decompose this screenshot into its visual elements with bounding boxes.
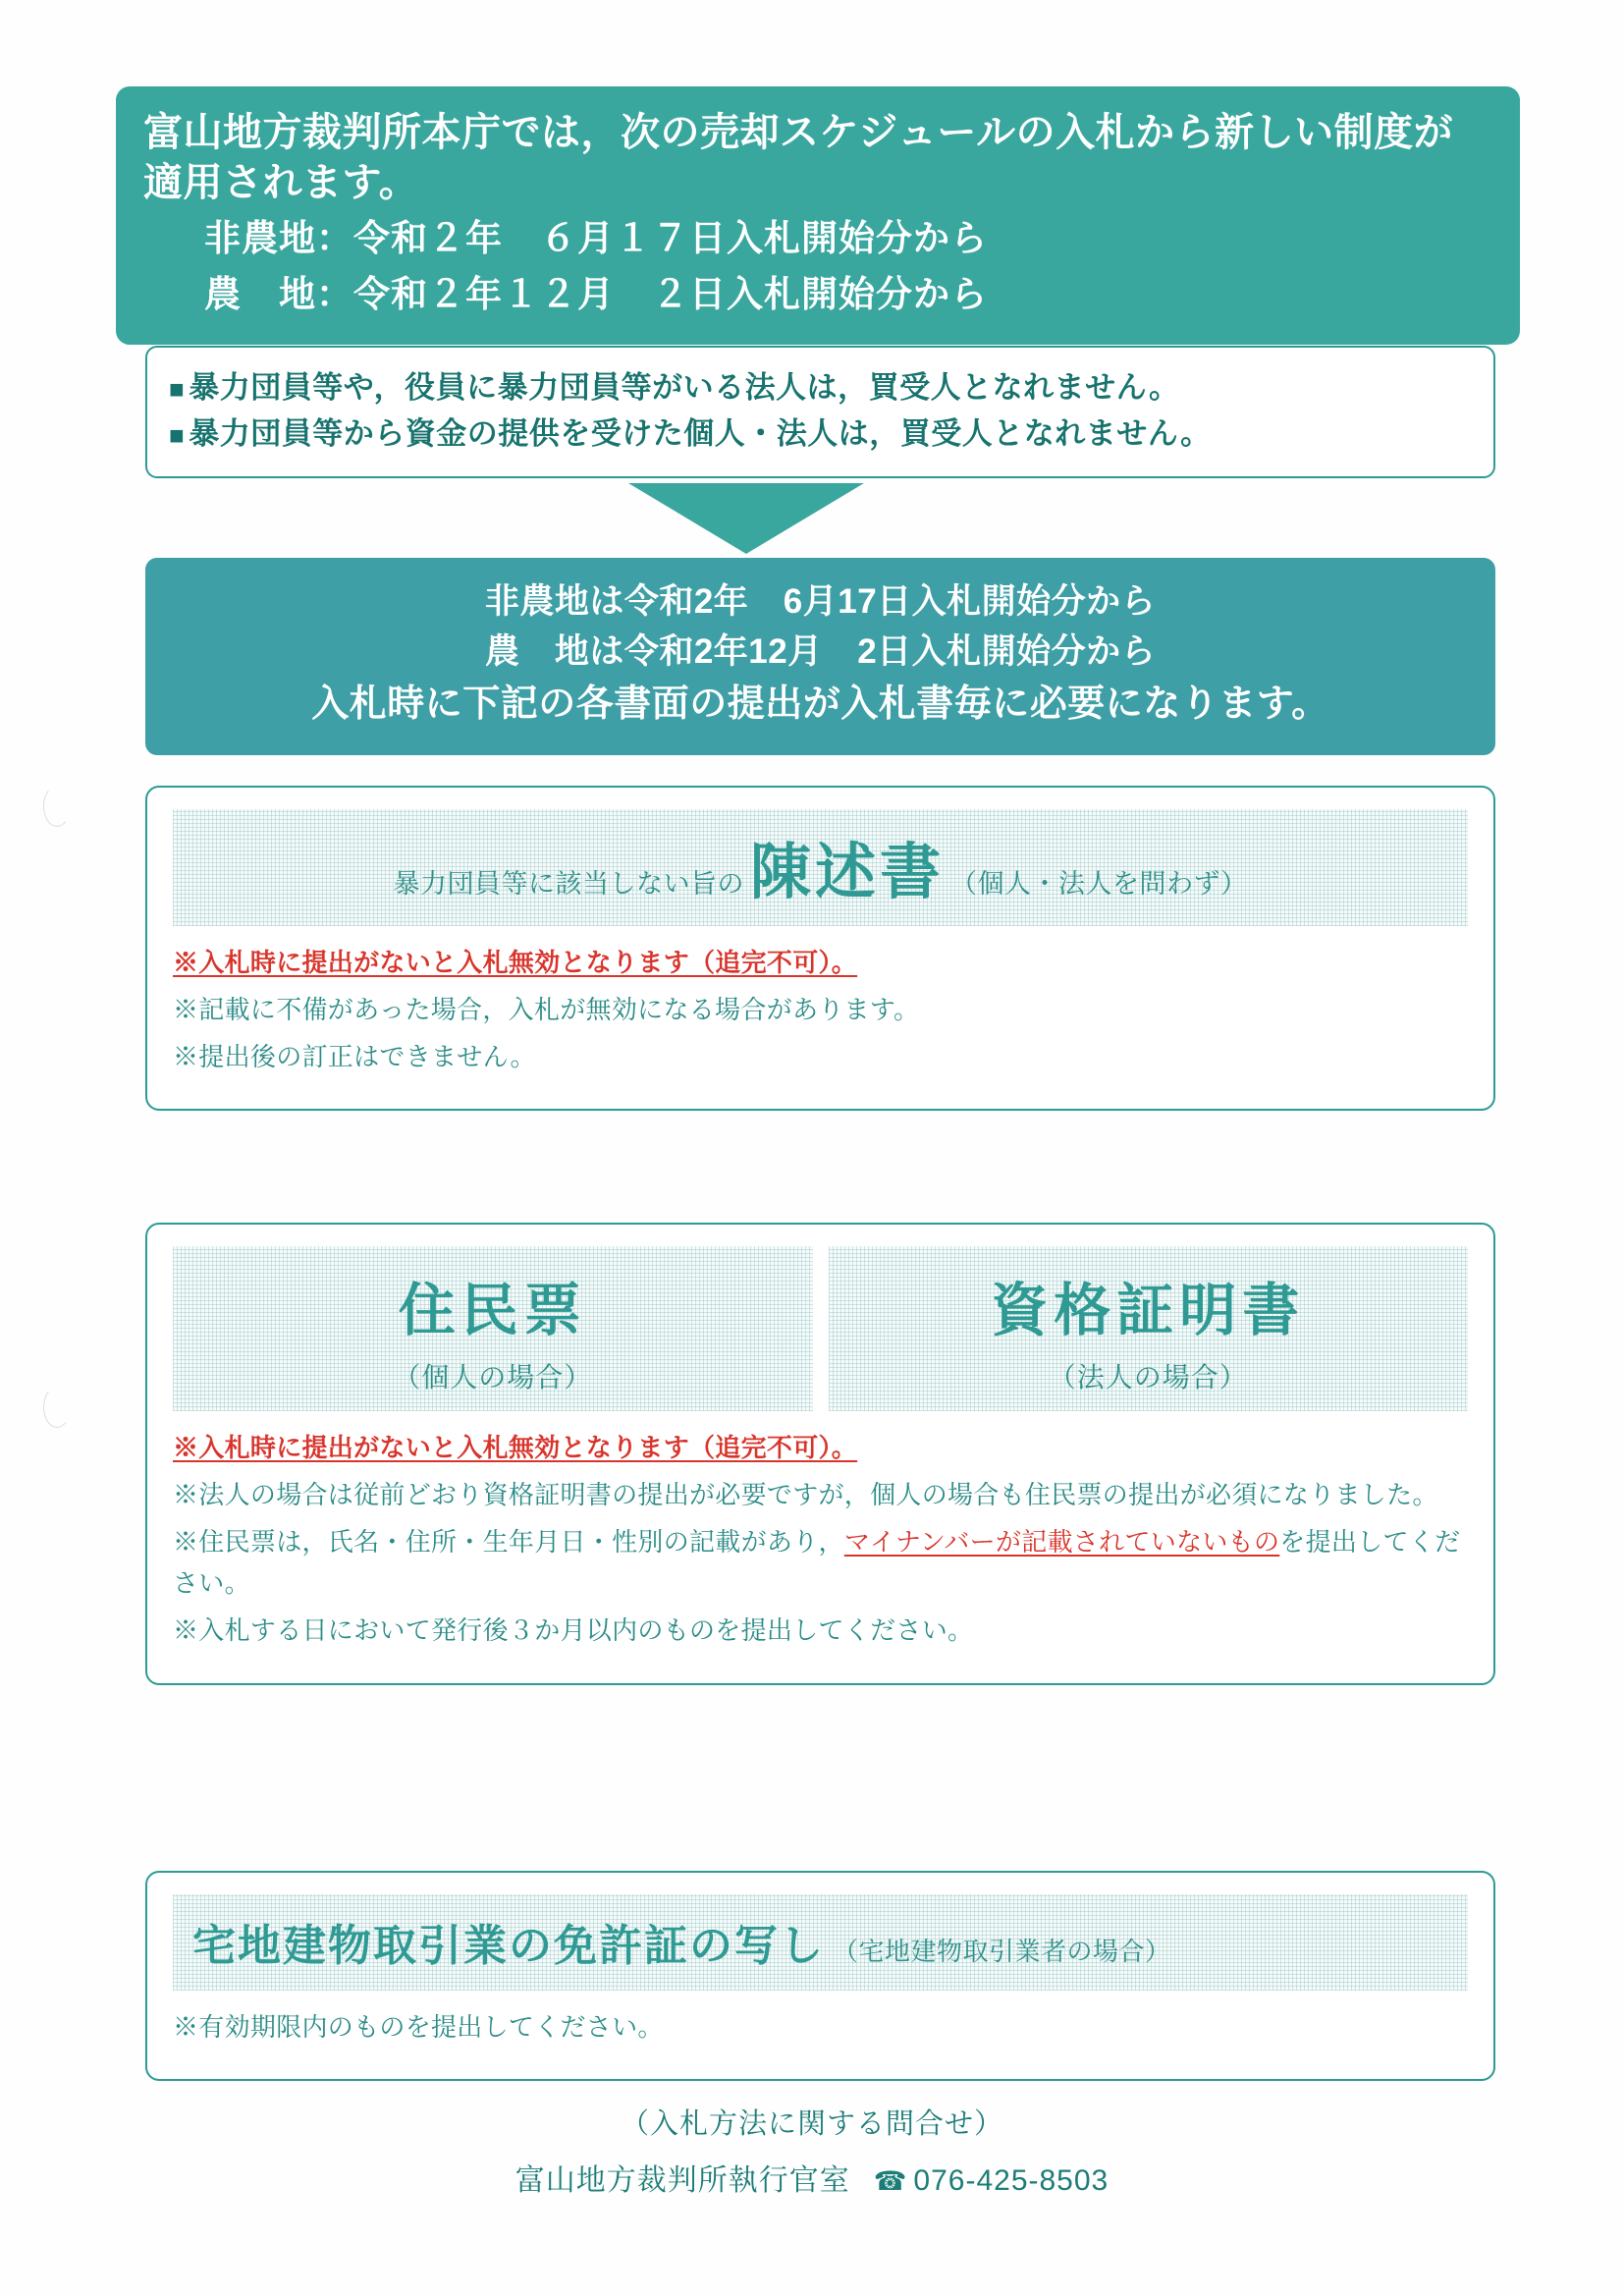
- footer-phone-number: 076-425-8503: [913, 2164, 1110, 2197]
- statement-title-band: [173, 809, 1468, 926]
- statement-note-nocorrection: ※提出後の訂正はできません。: [173, 1042, 536, 1072]
- statement-notes: [173, 942, 1468, 1077]
- column-divider: [813, 1246, 829, 1411]
- document-card-license-copy: [145, 1871, 1495, 2081]
- cert-note-invalid: ※入札時に提出がないと入札無効となります（追完不可）。: [173, 1433, 858, 1462]
- header-banner: [116, 86, 1520, 345]
- banner-schedule-nonfarmland: 非農地：令和２年 ６月１７日入札開始分から: [204, 218, 988, 259]
- cert-note-validity: ※入札する日において発行後３か月以内のものを提出してください。: [173, 1615, 974, 1646]
- statement-prefix-text: 暴力団員等に該当しない旨の: [393, 869, 744, 899]
- requirement-line-3: 入札時に下記の各書面の提出が入札書毎に必要になります。: [311, 683, 1329, 725]
- banner-schedule-farmland: 農 地：令和２年１２月 ２日入札開始分から: [204, 273, 988, 314]
- cert-note-corporate-individual: ※法人の場合は従前どおり資格証明書の提出が必要ですが，個人の場合も住民票の提出が必須になりました。: [173, 1480, 1438, 1510]
- down-arrow-icon: [628, 483, 864, 554]
- requirement-line-2: 農 地は令和2年12月 2日入札開始分から: [484, 631, 1157, 671]
- bullet-item-1-text: 暴力団員等や，役員に暴力団員等がいる法人は，買受人となれません。: [189, 370, 1180, 405]
- residency-qualification-title-band: [173, 1246, 1468, 1411]
- statement-note-defect: ※記載に不備があった場合，入札が無効になる場合があります。: [173, 995, 920, 1025]
- license-title-band: [173, 1894, 1468, 1991]
- statement-title: 陳述書: [749, 839, 945, 906]
- document-card-statement: [145, 786, 1495, 1111]
- requirement-line-1: 非農地は令和2年 6月17日入札開始分から: [484, 582, 1157, 621]
- license-title: 宅地建物取引業の免許証の写し: [192, 1922, 825, 1970]
- footer-office-line: [0, 2156, 1624, 2199]
- cert-note-mynumber-part1: ※住民票は，氏名・住所・生年月日・性別の記載があり，: [173, 1527, 844, 1558]
- scan-artifact: [43, 1387, 71, 1428]
- scan-artifact: [43, 786, 71, 827]
- residency-qualification-notes: [173, 1427, 1468, 1652]
- requirement-banner: [145, 558, 1495, 755]
- license-note-validity: ※有効期限内のものを提出してください。: [173, 2012, 664, 2042]
- residency-cert-block: [173, 1246, 813, 1411]
- down-arrow-shape: [628, 483, 864, 554]
- exclusion-rules-box: [145, 346, 1495, 478]
- footer-inquiry-label: （入札方法に関する問合せ）: [620, 2108, 1003, 2140]
- statement-note-invalid: ※入札時に提出がないと入札無効となります（追完不可）。: [173, 948, 858, 977]
- square-bullet-icon: ■: [169, 419, 186, 450]
- license-scope-note: （宅地建物取引業者の場合）: [833, 1937, 1171, 1966]
- qualification-cert-block: [829, 1246, 1469, 1411]
- document-card-residency-qualification: [145, 1223, 1495, 1685]
- banner-headline: 富山地方裁判所本庁では，次の売却スケジュールの入札から新しい制度が適用されます。: [143, 111, 1454, 205]
- qualification-cert-title: 資格証明書: [991, 1279, 1306, 1342]
- cert-note-mynumber: [173, 1521, 1468, 1604]
- license-notes: [173, 2006, 1468, 2048]
- residency-cert-title: 住民票: [398, 1279, 587, 1342]
- qualification-cert-subtitle: （法人の場合）: [1048, 1362, 1248, 1393]
- bullet-item-2-text: 暴力団員等から資金の提供を受けた個人・法人は，買受人となれません。: [189, 415, 1212, 451]
- footer-office-name: 富山地方裁判所執行官室: [514, 2164, 850, 2197]
- cert-note-mynumber-part2: を提出してください。: [173, 1527, 1461, 1599]
- statement-scope-note: （個人・法人を問わず）: [950, 869, 1248, 899]
- bullet-item-2: [169, 411, 1472, 458]
- phone-icon: ☎: [873, 2166, 908, 2196]
- footer-contact: [0, 2102, 1624, 2199]
- square-bullet-icon: ■: [169, 374, 186, 404]
- bullet-item-1: [169, 365, 1472, 411]
- cert-note-mynumber-highlight: マイナンバーが記載されていないもの: [843, 1527, 1280, 1558]
- residency-cert-subtitle: （個人の場合）: [393, 1362, 593, 1393]
